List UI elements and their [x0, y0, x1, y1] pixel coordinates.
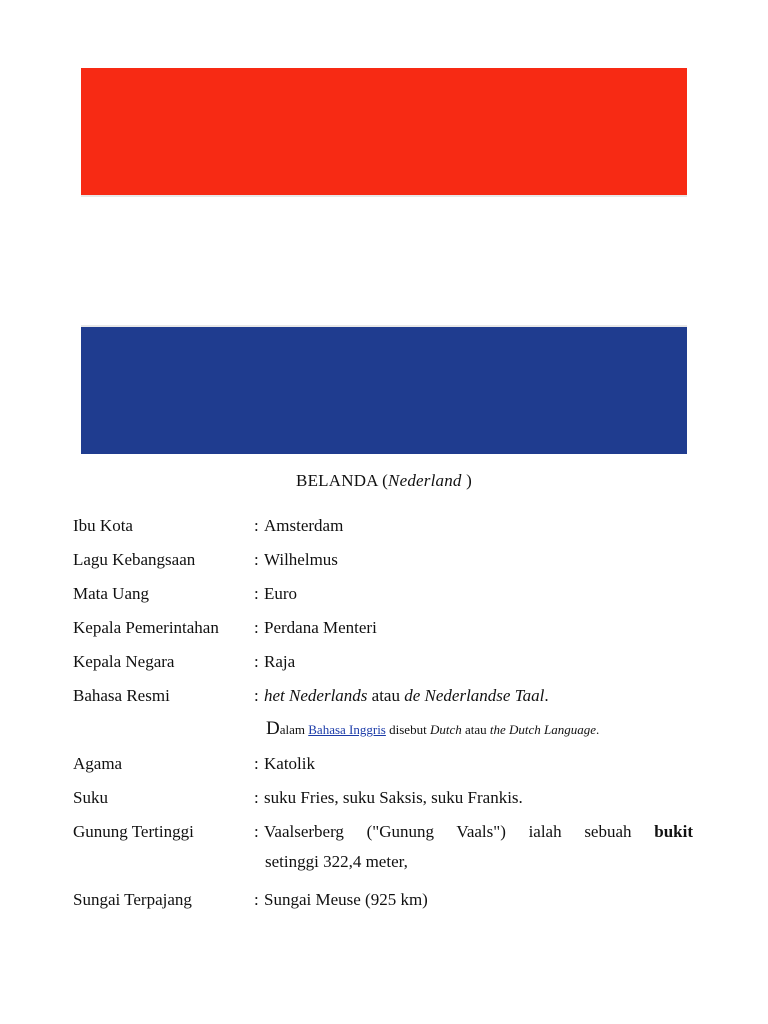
row-lagu-kebangsaan: Lagu Kebangsaan : Wilhelmus — [73, 550, 338, 569]
flag-stripe-red — [81, 68, 687, 195]
row-kepala-negara: Kepala Negara : Raja — [73, 652, 296, 671]
bahasa-inggris-link[interactable]: Bahasa Inggris — [308, 722, 386, 737]
page-title: BELANDA (Nederland ) — [296, 471, 472, 490]
row-ibu-kota: Ibu Kota : Amsterdam — [73, 516, 344, 535]
row-suku: Suku : suku Fries, suku Saksis, suku Frankis. — [73, 788, 523, 807]
netherlands-flag — [81, 68, 687, 454]
row-mata-uang: Mata Uang : Euro — [73, 584, 298, 603]
row-kepala-pemerintahan: Kepala Pemerintahan : Perdana Menteri — [73, 618, 377, 637]
row-bahasa-resmi: Bahasa Resmi : het Nederlands atau de Nederlandse Taal. — [73, 686, 549, 705]
flag-stripe-blue — [81, 327, 687, 454]
row-sungai-terpajang: Sungai Terpajang : Sungai Meuse (925 km) — [73, 890, 428, 909]
row-gunung-tertinggi: Gunung Tertinggi : Vaalserberg ("Gunung Vaals") ialah sebuah bukit — [73, 822, 693, 841]
gunung-continuation: setinggi 322,4 meter, — [265, 852, 408, 871]
language-note: Dalam Bahasa Inggris disebut Dutch atau the Dutch Language. — [266, 718, 600, 739]
row-agama: Agama : Katolik — [73, 754, 315, 773]
flag-stripe-white — [81, 195, 687, 326]
